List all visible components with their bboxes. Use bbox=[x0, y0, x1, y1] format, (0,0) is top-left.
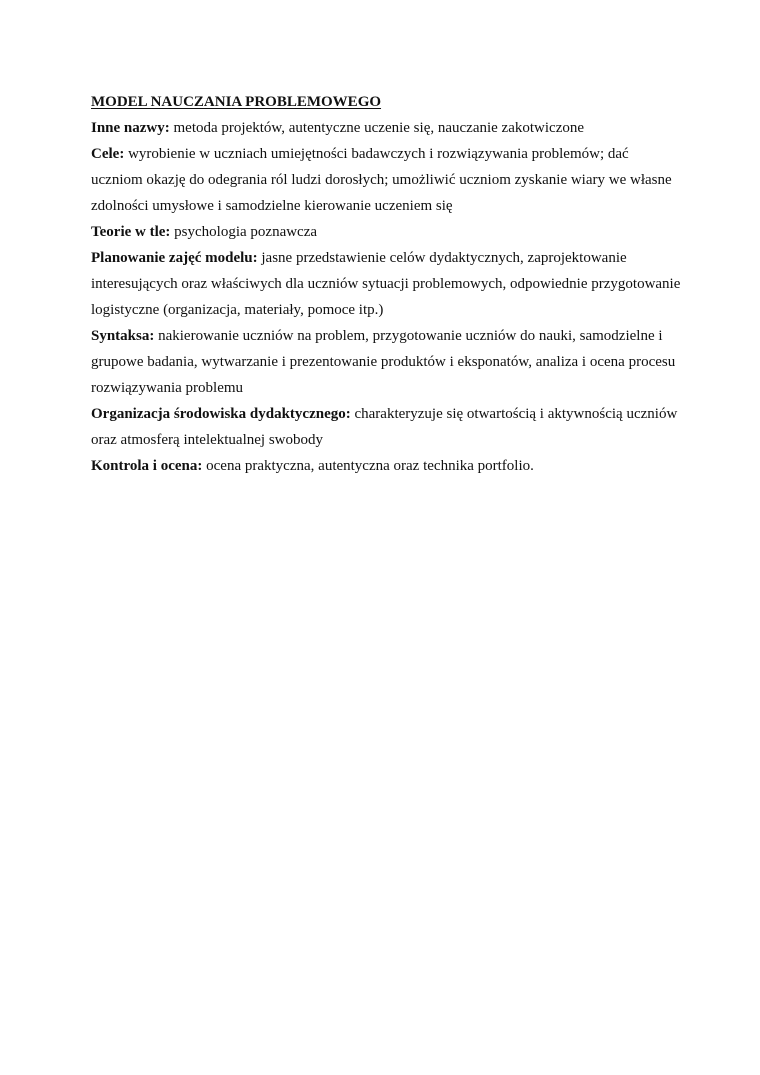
section-kontrola bbox=[91, 453, 681, 479]
section-cele bbox=[91, 141, 681, 219]
section-text: ocena praktyczna, autentyczna oraz technika portfolio. bbox=[206, 458, 534, 474]
section-teorie-w-tle bbox=[91, 219, 681, 245]
section-planowanie bbox=[91, 245, 681, 323]
document-body bbox=[91, 89, 681, 479]
section-label: Organizacja środowiska dydaktycznego: bbox=[91, 406, 351, 422]
section-label: Syntaksa: bbox=[91, 328, 155, 344]
section-organizacja bbox=[91, 401, 681, 453]
section-text: jasne przedstawienie celów dydaktycznych, zaprojektowanie interesujących oraz właściwych dla uczniów sytuacji problemowych, odpowiednie przygotowanie logistyczne (organizacja, materiały, pomoce itp.) bbox=[91, 250, 681, 318]
section-label: Inne nazwy: bbox=[91, 120, 170, 136]
section-text: wyrobienie w uczniach umiejętności badawczych i rozwiązywania problemów; dać uczniom okazję do odegrania ról ludzi dorosłych; umożliwić uczniom zyskanie wiary we własne zdolności umysłowe i samodzielne kierowanie uczeniem się bbox=[91, 146, 672, 214]
section-label: Cele: bbox=[91, 146, 125, 162]
section-text: metoda projektów, autentyczne uczenie się, nauczanie zakotwiczone bbox=[173, 120, 585, 136]
section-text: psychologia poznawcza bbox=[174, 224, 318, 240]
section-label: Teorie w tle: bbox=[91, 224, 171, 240]
section-text: charakteryzuje się otwartością i aktywnością uczniów oraz atmosferą intelektualnej swobody bbox=[91, 406, 678, 448]
section-label: Kontrola i ocena: bbox=[91, 458, 203, 474]
section-syntaksa bbox=[91, 323, 681, 401]
section-label: Planowanie zajęć modelu: bbox=[91, 250, 258, 266]
section-inne-nazwy bbox=[91, 115, 681, 141]
document-title: MODEL NAUCZANIA PROBLEMOWEGO bbox=[91, 94, 382, 110]
section-text: nakierowanie uczniów na problem, przygotowanie uczniów do nauki, samodzielne i grupowe badania, wytwarzanie i prezentowanie produktów i eksponatów, analiza i ocena procesu rozwiązywania problemu bbox=[91, 328, 676, 396]
